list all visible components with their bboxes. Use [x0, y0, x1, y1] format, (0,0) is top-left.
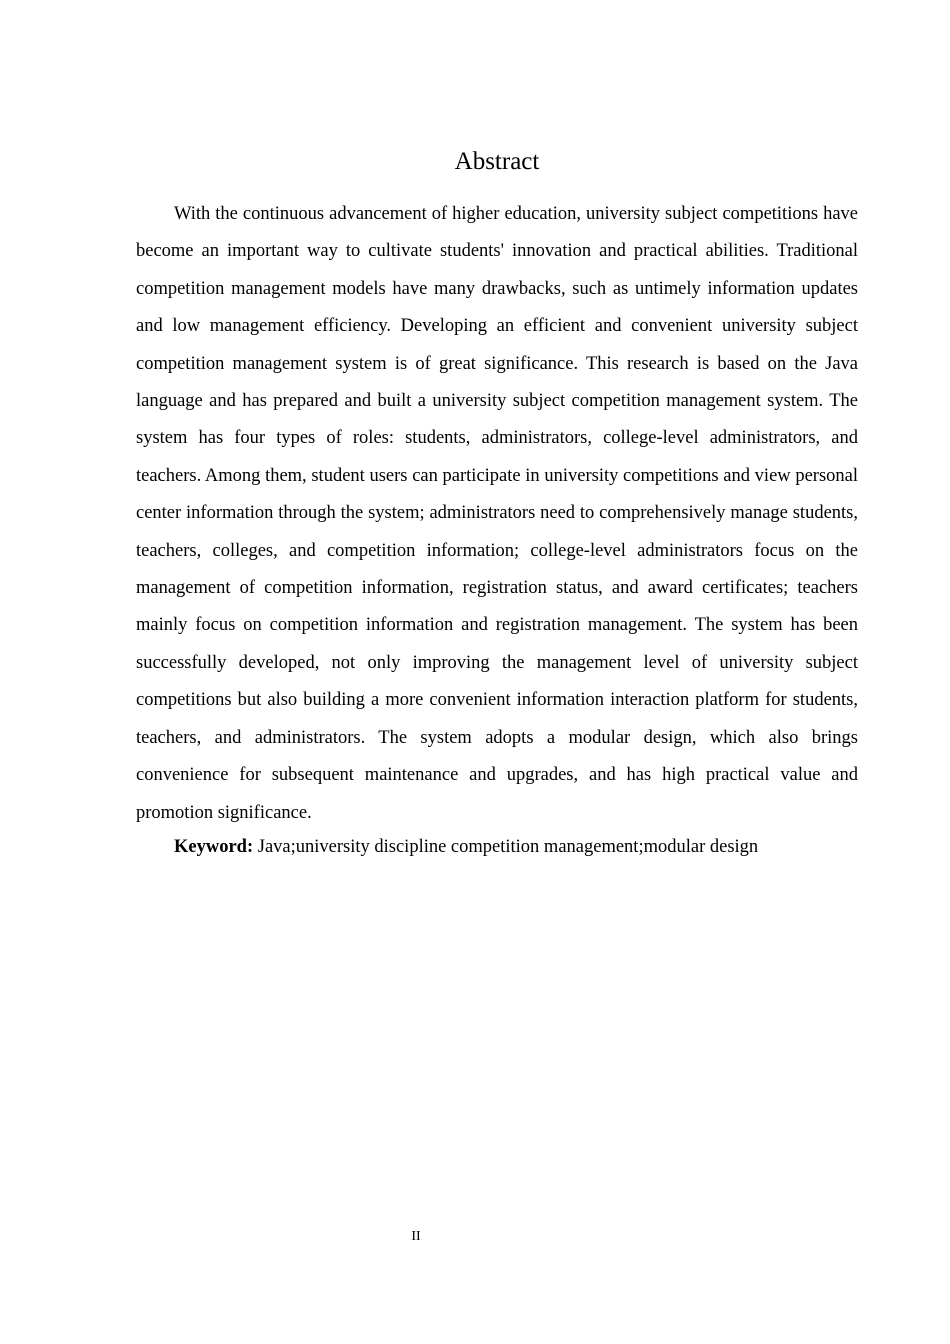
abstract-body: With the continuous advancement of higher education, university subject competitions have become an important way to cultivate students' innovation and practical abilities. Traditional competition management models have many drawbacks, such as untimely information updates and low management efficiency. Developing an efficient and convenient university subject competition management system is of great significance. This research is based on the Java language and has prepared and built a university subject competition management system. The system has four types of roles: students, administrators, college-level administrators, and teachers. Among them, student users can participate in university competitions and view personal center information through the system; administrators need to comprehensively manage students, teachers, colleges, and competition information; college-level administrators focus on the management of competition information, registration status, and award certificates; teachers mainly focus on competition information and registration management. The system has been successfully developed, not only improving the management level of university subject competitions but also building a more convenient information interaction platform for students, teachers, and administrators. The system adopts a modular design, which also brings convenience for subsequent maintenance and upgrades, and has high practical value and promotion significance.: [136, 204, 858, 823]
keywords-line: [136, 829, 858, 865]
keywords-label: Keyword:: [174, 837, 254, 857]
page-number: II: [411, 1229, 421, 1244]
abstract-title: Abstract: [454, 148, 540, 175]
keywords-value: Java;university discipline competition management;modular design: [257, 837, 759, 857]
